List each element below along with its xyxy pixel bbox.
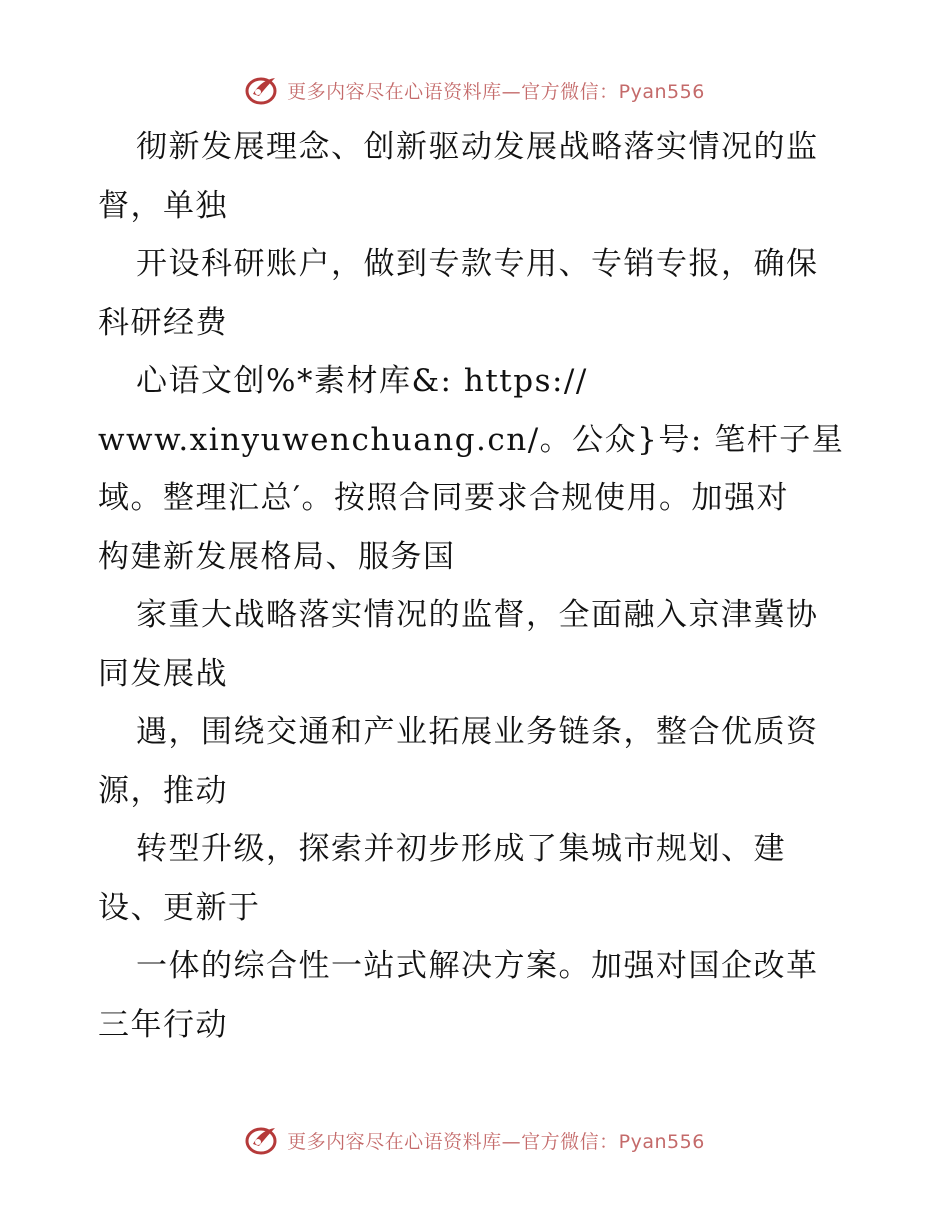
- header-banner-text: 更多内容尽在心语资料库—官方微信：Pyan556: [287, 80, 705, 103]
- text-line: 转型升级，探索并初步形成了集城市规划、建: [136, 831, 786, 867]
- text-line: 彻新发展理念、创新驱动发展战略落实情况的监: [136, 129, 819, 165]
- text-line: 督，单独: [98, 187, 228, 224]
- text-line: 心语文创%*素材库&: https://: [136, 363, 588, 399]
- text-line: 源，推动: [98, 772, 228, 809]
- footer-banner: [0, 1120, 950, 1160]
- text-line: 遇，围绕交通和产业拓展业务链条，整合优质资: [136, 714, 819, 750]
- brush-logo-icon: [245, 74, 281, 106]
- brush-logo-icon: [245, 1124, 281, 1156]
- text-line: 构建新发展格局、服务国: [98, 538, 456, 575]
- text-line: 域。整理汇总′。按照合同要求合规使用。加强对: [98, 480, 790, 516]
- text-line: 开设科研账户，做到专款专用、专销专报，确保: [136, 246, 819, 282]
- text-line: 三年行动: [98, 1006, 228, 1043]
- text-line: www.xinyuwenchuang.cn/。公众}号: 笔杆子星: [98, 421, 845, 458]
- header-banner: [0, 70, 950, 110]
- text-line: 一体的综合性一站式解决方案。加强对国企改革: [136, 948, 819, 984]
- text-line: 设、更新于: [98, 889, 261, 926]
- footer-banner-text: 更多内容尽在心语资料库—官方微信：Pyan556: [287, 1130, 705, 1153]
- document-body: [98, 118, 858, 1054]
- text-line: 科研经费: [98, 304, 228, 341]
- text-line: 家重大战略落实情况的监督，全面融入京津冀协: [136, 597, 819, 633]
- text-line: 同发展战: [98, 655, 228, 692]
